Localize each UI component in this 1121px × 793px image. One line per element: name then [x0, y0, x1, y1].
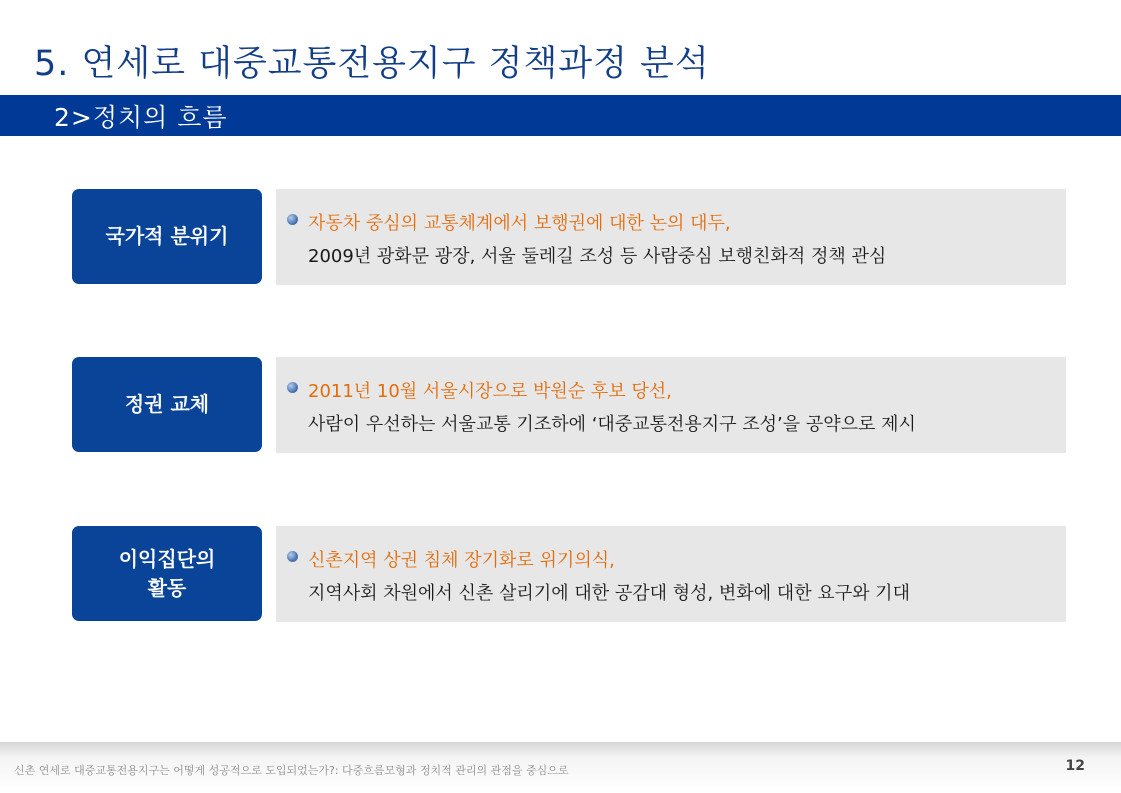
row-content-panel	[276, 526, 1066, 622]
row-label-box	[72, 357, 262, 452]
row-headline: 신촌지역 상권 침체 장기화로 위기의식,	[308, 550, 615, 571]
row-headline: 2011년 10월 서울시장으로 박원순 후보 당선,	[308, 381, 672, 402]
footer-caption: 신촌 연세로 대중교통전용지구는 어떻게 성공적으로 도입되었는가?: 다중흐름모형과 정치적 관리의 관점을 중심으로	[14, 764, 569, 777]
row-label-box	[72, 189, 262, 284]
section-header-bar	[0, 95, 1121, 136]
slide-title: 5. 연세로 대중교통전용지구 정책과정 분석	[34, 44, 710, 84]
policy-row-interest-groups	[0, 526, 1121, 622]
policy-row-national-mood	[0, 189, 1121, 285]
row-content-panel	[276, 357, 1066, 453]
bullet-icon	[287, 214, 298, 225]
row-detail: 지역사회 차원에서 신촌 살리기에 대한 공감대 형성, 변화에 대한 요구와 기대	[308, 583, 910, 604]
row-detail: 사람이 우선하는 서울교통 기조하에 ‘대중교통전용지구 조성’을 공약으로 제시	[308, 414, 916, 435]
row-headline: 자동차 중심의 교통체계에서 보행권에 대한 논의 대두,	[308, 213, 731, 234]
footer-bar	[0, 742, 1121, 793]
page-number: 12	[1065, 758, 1085, 774]
section-title: 2>정치의 흐름	[54, 103, 228, 132]
row-detail: 2009년 광화문 광장, 서울 둘레길 조성 등 사람중심 보행친화적 정책 관심	[308, 246, 887, 267]
policy-row-regime-change	[0, 357, 1121, 453]
row-label-box	[72, 526, 262, 621]
bullet-icon	[287, 382, 298, 393]
row-label: 정권 교체	[124, 392, 210, 416]
row-label: 국가적 분위기	[105, 224, 229, 248]
row-label: 이익집단의 활동	[118, 546, 216, 600]
row-content-panel	[276, 189, 1066, 285]
bullet-icon	[287, 551, 298, 562]
